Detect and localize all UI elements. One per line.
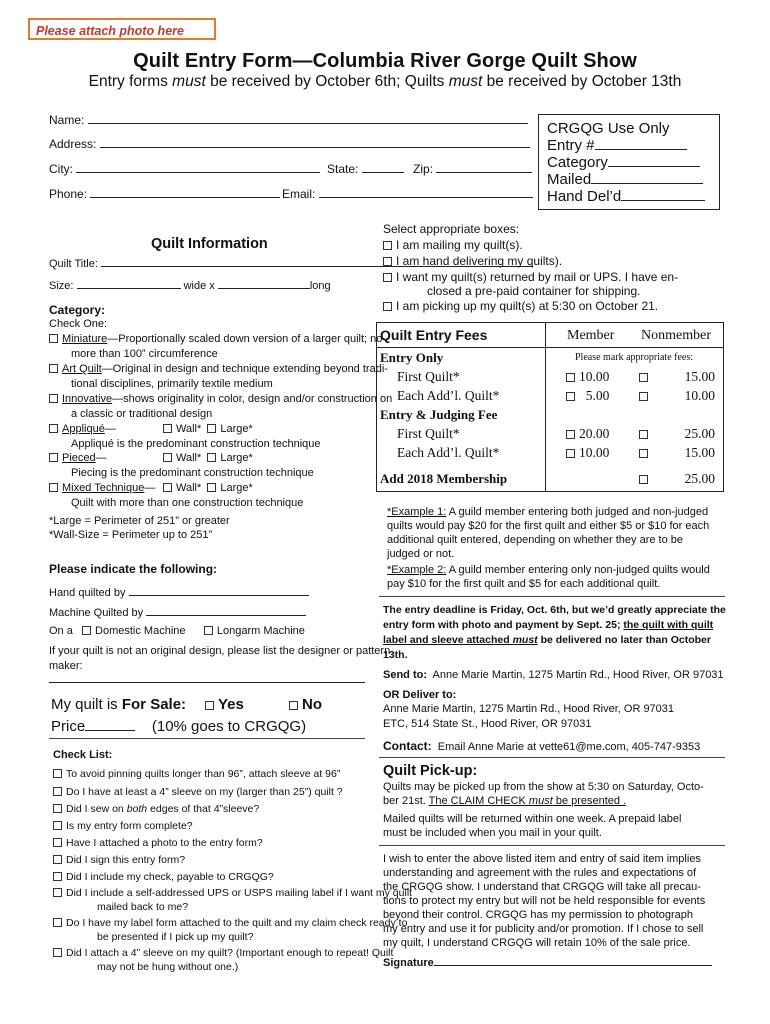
- category-option[interactable]: Pieced—: [49, 452, 107, 464]
- option-hand-delivering[interactable]: I am hand delivering my quilts).: [383, 254, 562, 268]
- checklist-item[interactable]: Do I have at least a 4” sleeve on my (larger than 25”) quilt ?: [53, 786, 343, 798]
- fees-header-rule: [376, 347, 724, 348]
- agreement-line: I wish to enter the above listed item and entry of said item implies: [383, 853, 701, 865]
- check-one-label: Check One:: [49, 318, 108, 330]
- agreement-line: my quilt, I understand CRGQG will retain 10% of the sale price.: [383, 937, 691, 949]
- category-option[interactable]: Mixed Technique—: [49, 482, 155, 494]
- domestic-checkbox[interactable]: [82, 626, 91, 635]
- original-design-text: If your quilt is not an original design, please list the designer or pattern: [49, 645, 391, 657]
- category-description: tional disciplines, primarily textile medium: [71, 378, 273, 390]
- example2-line1: *Example 2: A guild member entering only non-judged quilts would: [387, 564, 710, 576]
- for-sale-yes[interactable]: Yes: [205, 696, 244, 713]
- category-option[interactable]: Art Quilt—Original in design and technique extending beyond tradi-: [49, 363, 388, 375]
- indicate-heading: Please indicate the following:: [49, 562, 218, 576]
- category-description: more than 100” circumference: [71, 348, 218, 360]
- size-options[interactable]: Wall* Large*: [163, 423, 253, 435]
- pickup-line4: must be included when you mail in your quilt.: [383, 827, 602, 839]
- wall-checkbox[interactable]: [163, 483, 172, 492]
- address-field[interactable]: Address:: [49, 136, 530, 151]
- pickup-heading: Quilt Pick-up:: [383, 763, 478, 779]
- agreement-line: beyond their control. CRGQG has my permission to photograph: [383, 909, 693, 921]
- hand-quilted-field[interactable]: Hand quilted by: [49, 584, 309, 599]
- send-to: Send to: Anne Marie Martin, 1275 Martin Rd., Hood River, OR 97031: [383, 669, 724, 681]
- phone-field[interactable]: Phone:: [49, 186, 280, 201]
- agreement-line: my entry and use it for publicity and/or promotion. If I chose to sell: [383, 923, 704, 935]
- checklist-heading: Check List:: [53, 749, 113, 761]
- fee-eo-each-nonmember[interactable]: 10.00: [639, 388, 715, 404]
- fee-eo-first-nonmember[interactable]: 15.00: [639, 369, 715, 385]
- example1-line2: quilts would pay $20 for the first quilt and either $5 or $10 for each: [387, 520, 710, 532]
- example1-line4: judged or not.: [387, 548, 455, 560]
- pickup-line2: ber 21st. The CLAIM CHECK must be presented .: [383, 795, 627, 807]
- checklist-item[interactable]: Did I include my check, payable to CRGQG?: [53, 871, 274, 883]
- zip-field[interactable]: Zip:: [413, 161, 532, 176]
- crgqg-category: Category: [547, 154, 719, 171]
- deadline-divider: [379, 596, 725, 597]
- quilt-title-field[interactable]: Quilt Title:: [49, 255, 533, 270]
- fees-nonmember-header: Nonmember: [641, 328, 711, 343]
- crgqg-use-only-box: [538, 114, 720, 210]
- category-option[interactable]: Appliqué—: [49, 423, 116, 435]
- wall-checkbox[interactable]: [163, 453, 172, 462]
- category-heading: Category:: [49, 303, 106, 317]
- agreement-line: the CRGQG show. I understand that CRGQG will take all precau-: [383, 881, 701, 893]
- fee-membership-nonmember[interactable]: 25.00: [639, 471, 715, 487]
- category-description: a classic or traditional design: [71, 408, 213, 420]
- machine-quilted-field[interactable]: Machine Quilted by: [49, 604, 306, 619]
- category-description: Quilt with more than one construction technique: [71, 497, 304, 509]
- note-large: *Large = Perimeter of 251” or greater: [49, 515, 230, 527]
- option-return-cont: closed a pre-paid container for shipping.: [427, 284, 641, 298]
- ej-each-label: Each Add’l. Quilt*: [397, 445, 500, 460]
- pickup-line1: Quilts may be picked up from the show at 5:30 on Saturday, Octo-: [383, 781, 704, 793]
- checklist-item[interactable]: Did I sign this entry form?: [53, 854, 185, 866]
- fees-note: Please mark appropriate fees:: [575, 352, 694, 363]
- pickup-line3: Mailed quilts will be returned within one week. A prepaid label: [383, 813, 682, 825]
- entry-judging-label: Entry & Judging Fee: [380, 407, 498, 422]
- crgqg-hand-delivered: Hand Del’d: [547, 188, 719, 205]
- longarm-checkbox[interactable]: [204, 626, 213, 635]
- checklist-item[interactable]: Have I attached a photo to the entry form?: [53, 837, 263, 849]
- fee-eo-each-member[interactable]: 5.00: [566, 388, 609, 404]
- fee-eo-first-member[interactable]: 10.00: [566, 369, 609, 385]
- checklist-item-cont: mailed back to me?: [97, 901, 189, 913]
- agreement-line: tions to protect my entry but will not be held responsible for events: [383, 895, 706, 907]
- deadline-line1: The entry deadline is Friday, Oct. 6th, but we’d greatly appreciate the: [383, 604, 726, 616]
- large-checkbox[interactable]: [207, 424, 216, 433]
- eo-first-label: First Quilt*: [397, 369, 460, 384]
- note-wall: *Wall-Size = Perimeter up to 251”: [49, 529, 213, 541]
- attach-photo-box[interactable]: Please attach photo here: [28, 18, 216, 40]
- machine-type-row: On a Domestic Machine Longarm Machine: [49, 625, 305, 637]
- fee-ej-first-member[interactable]: 20.00: [566, 426, 609, 442]
- fee-ej-each-nonmember[interactable]: 15.00: [639, 445, 715, 461]
- category-description: Piecing is the predominant construction technique: [71, 467, 314, 479]
- checklist-item-cont: be presented if I pick up my quilt?: [97, 931, 254, 943]
- fee-ej-first-nonmember[interactable]: 25.00: [639, 426, 715, 442]
- deadline-line4: 13th.: [383, 649, 408, 661]
- category-option[interactable]: Innovative—shows originality in color, design and/or construction on: [49, 393, 392, 405]
- designer-line[interactable]: [49, 682, 365, 683]
- entry-only-label: Entry Only: [380, 350, 444, 365]
- category-description: Appliqué is the predominant construction technique: [71, 438, 321, 450]
- size-options[interactable]: Wall* Large*: [163, 452, 253, 464]
- deliver-to-label: OR Deliver to:: [383, 689, 457, 701]
- checklist-item[interactable]: Do I have my label form attached to the quilt and my claim check ready to: [53, 917, 407, 929]
- state-field[interactable]: State:: [327, 161, 404, 176]
- price-field[interactable]: Price (10% goes to CRGQG): [51, 718, 307, 735]
- large-checkbox[interactable]: [207, 483, 216, 492]
- city-field[interactable]: City:: [49, 161, 320, 176]
- deadline-line2: entry form with photo and payment by Sept. 25; the quilt with quilt: [383, 619, 714, 631]
- ej-first-label: First Quilt*: [397, 426, 460, 441]
- agreement-line: understanding and agreement with the rules and expectations of: [383, 867, 697, 879]
- option-pickup[interactable]: I am picking up my quilt(s) at 5:30 on October 21.: [383, 299, 658, 313]
- quilt-size-field[interactable]: Size: wide x long: [49, 277, 331, 292]
- designer-field[interactable]: maker:: [49, 660, 83, 672]
- eo-each-label: Each Add’l. Quilt*: [397, 388, 500, 403]
- fees-title: Quilt Entry Fees: [380, 327, 488, 343]
- checklist-item[interactable]: Did I attach a 4” sleeve on my quilt? (Important enough to repeat! Quilt: [53, 947, 393, 959]
- example1-line3: additional quilt entered, depending on whether they are to be: [387, 534, 683, 546]
- email-field[interactable]: Email:: [282, 186, 533, 201]
- page-subtitle: Entry forms must be received by October 6th; Quilts must be received by October 13th: [88, 73, 682, 90]
- option-mailing[interactable]: I am mailing my quilt(s).: [383, 238, 523, 252]
- name-field[interactable]: Name:: [49, 112, 528, 127]
- large-checkbox[interactable]: [207, 453, 216, 462]
- example2-line2: pay $10 for the first quilt and $5 for each additional quilt.: [387, 578, 661, 590]
- checklist-item[interactable]: Did I include a self-addressed UPS or USPS mailing label if I want my quilt: [53, 887, 412, 899]
- deadline-line3: label and sleeve attached must be delivered no later than October: [383, 634, 711, 646]
- membership-label: Add 2018 Membership: [380, 471, 508, 486]
- deliver-to-line2: ETC, 514 State St., Hood River, OR 97031: [383, 718, 592, 730]
- fees-member-header: Member: [567, 328, 615, 343]
- crgqg-entry: Entry #: [547, 137, 719, 154]
- for-sale-no[interactable]: No: [289, 696, 322, 713]
- contact-line: Contact: Email Anne Marie at vette61@me.com, 405-747-9353: [383, 739, 701, 753]
- signature-field[interactable]: Signature: [383, 955, 712, 969]
- option-return-by-mail[interactable]: I want my quilt(s) returned by mail or UPS. I have en-: [383, 270, 678, 284]
- fee-ej-each-member[interactable]: 10.00: [566, 445, 609, 461]
- checklist-item[interactable]: Did I sew on both edges of that 4”sleeve?: [53, 803, 259, 815]
- crgqg-mailed: Mailed: [547, 171, 719, 188]
- pickup-divider: [379, 757, 725, 758]
- crgqg-title: CRGQG Use Only: [547, 120, 670, 137]
- example1-line1: *Example 1: A guild member entering both judged and non-judged: [387, 506, 709, 518]
- agreement-divider: [379, 845, 725, 846]
- checklist-divider: [49, 738, 365, 739]
- page-title: Quilt Entry Form—Columbia River Gorge Quilt Show: [133, 50, 637, 72]
- deliver-to-line1: Anne Marie Martin, 1275 Martin Rd., Hood River, OR 97031: [383, 703, 675, 715]
- checklist-item[interactable]: To avoid pinning quilts longer than 96”, attach sleeve at 96”: [53, 768, 340, 780]
- for-sale-row: My quilt is For Sale:: [51, 696, 187, 713]
- checklist-item-cont: may not be hung without one.): [97, 961, 239, 973]
- select-boxes-heading: Select appropriate boxes:: [383, 222, 520, 236]
- fees-column-rule: [545, 322, 546, 492]
- quilt-info-heading: Quilt Information: [151, 236, 268, 252]
- checklist-item[interactable]: Is my entry form complete?: [53, 820, 193, 832]
- size-options[interactable]: Wall* Large*: [163, 482, 253, 494]
- category-option[interactable]: Miniature—Proportionally scaled down version of a larger quilt; no: [49, 333, 382, 345]
- wall-checkbox[interactable]: [163, 424, 172, 433]
